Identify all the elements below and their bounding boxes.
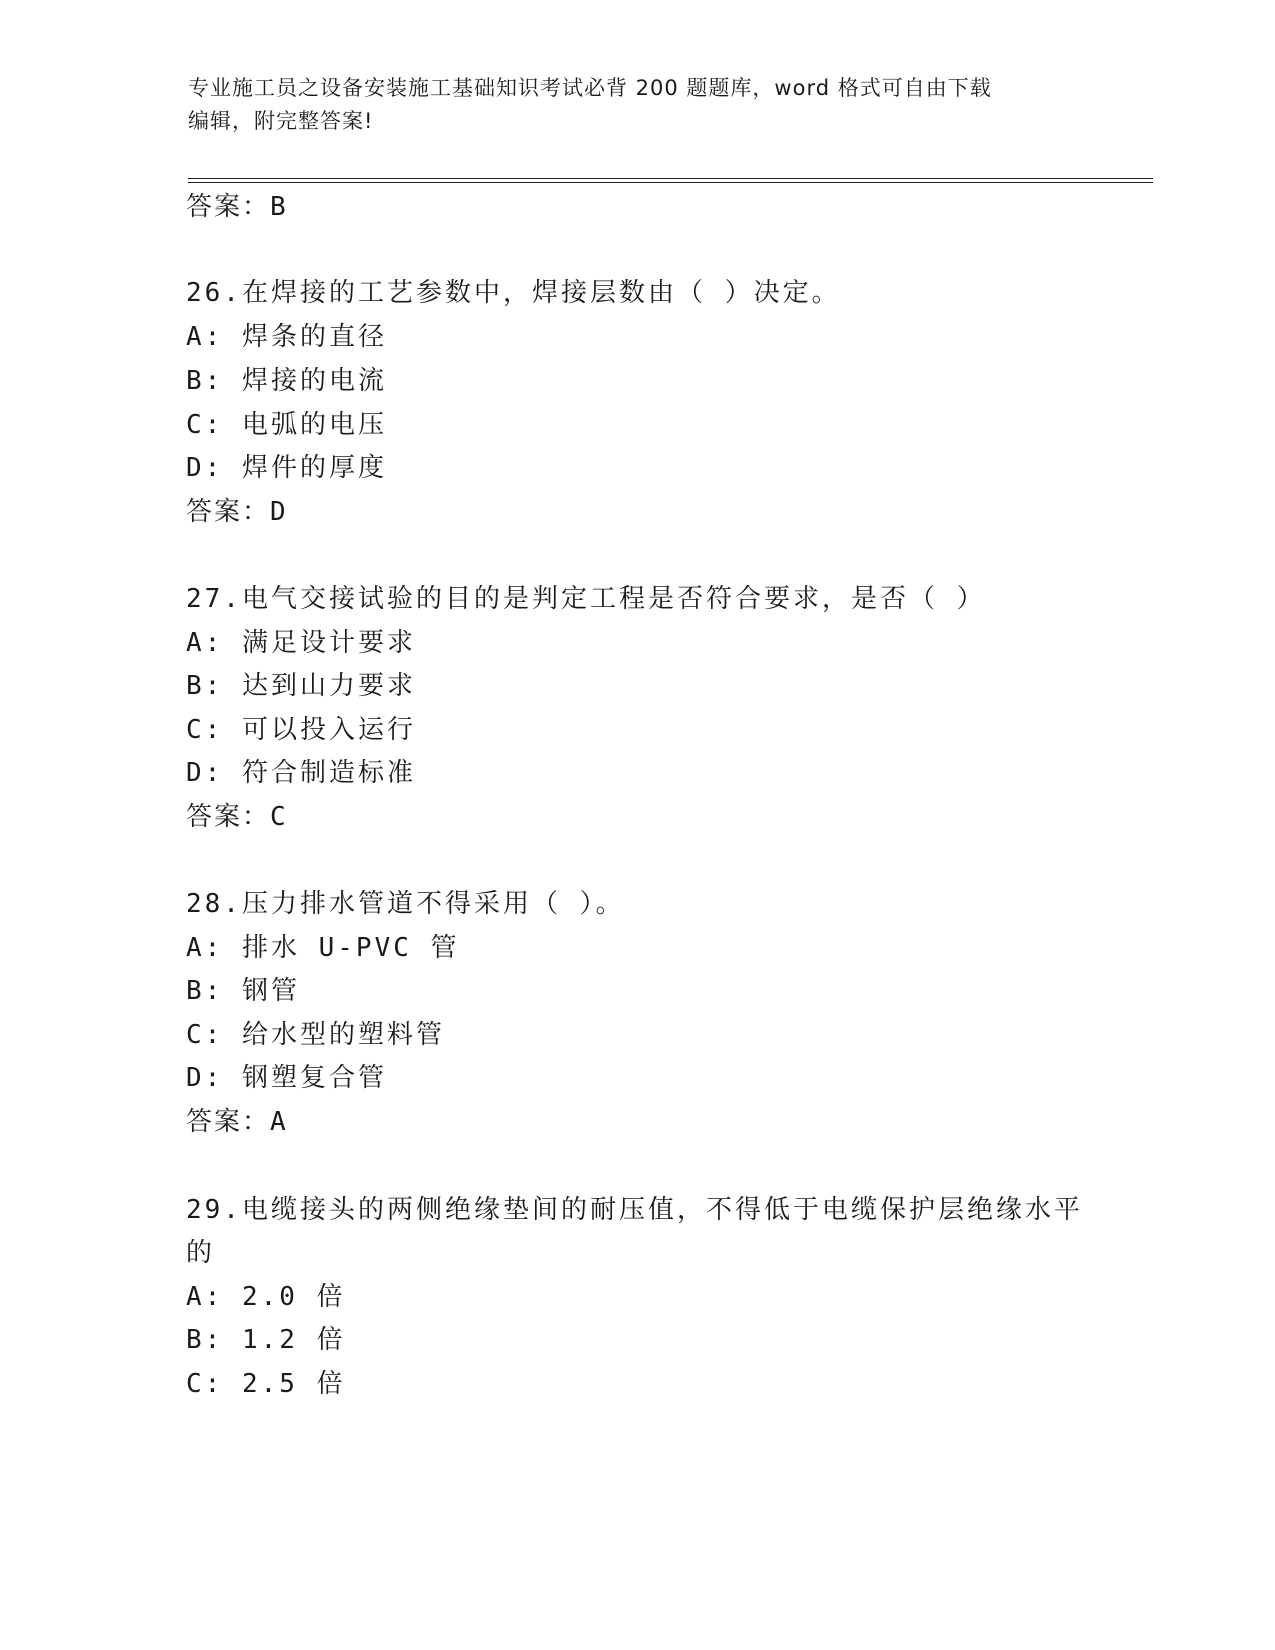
previous-answer — [186, 186, 288, 223]
option-a: A: 焊条的直径 — [186, 322, 387, 352]
answer-label: 答案： — [186, 802, 271, 832]
answer-label: 答案： — [186, 497, 271, 527]
option-b: B: 1.2 倍 — [186, 1325, 346, 1355]
option-b: B: 达到山力要求 — [186, 671, 416, 701]
option-c: C: 2.5 倍 — [186, 1369, 346, 1399]
answer-value: C — [270, 802, 288, 832]
question-answer — [186, 491, 288, 528]
option-a: A: 2.0 倍 — [186, 1282, 346, 1312]
header-line-2: 编辑，附完整答案! — [188, 109, 374, 133]
option-a: A: 排水 U-PVC 管 — [186, 933, 460, 963]
option-b: B: 钢管 — [186, 976, 300, 1006]
answer-label: 答案： — [186, 1107, 271, 1137]
option-a: A: 满足设计要求 — [186, 628, 416, 658]
option-d: D: 钢塑复合管 — [186, 1063, 387, 1093]
answer-label: 答案： — [186, 192, 271, 222]
option-c: C: 可以投入运行 — [186, 715, 416, 745]
question-stem: 29.电缆接头的两侧绝缘垫间的耐压值，不得低于电缆保护层绝缘水平 — [186, 1195, 1083, 1225]
question-answer — [186, 1101, 288, 1138]
option-d: D: 焊件的厚度 — [186, 453, 387, 483]
question-stem: 27.电气交接试验的目的是判定工程是否符合要求，是否（ ） — [186, 584, 986, 614]
question-stem: 26.在焊接的工艺参数中，焊接层数由（ ）决定。 — [186, 278, 841, 308]
header-line-1: 专业施工员之设备安装施工基础知识考试必背 200 题题库，word 格式可自由下载 — [188, 76, 992, 100]
option-d: D: 符合制造标准 — [186, 758, 416, 788]
header-divider-bottom — [188, 182, 1153, 183]
option-c: C: 给水型的塑料管 — [186, 1020, 445, 1050]
option-b: B: 焊接的电流 — [186, 366, 387, 396]
question-stem: 28.压力排水管道不得采用（ ）。 — [186, 889, 625, 919]
header-divider-top — [188, 178, 1153, 179]
question-answer — [186, 796, 288, 833]
document-header — [188, 72, 1088, 138]
answer-value: A — [270, 1107, 288, 1137]
answer-value: B — [270, 192, 288, 222]
question-stem-continuation: 的 — [186, 1238, 216, 1268]
answer-value: D — [270, 497, 288, 527]
option-c: C: 电弧的电压 — [186, 410, 387, 440]
